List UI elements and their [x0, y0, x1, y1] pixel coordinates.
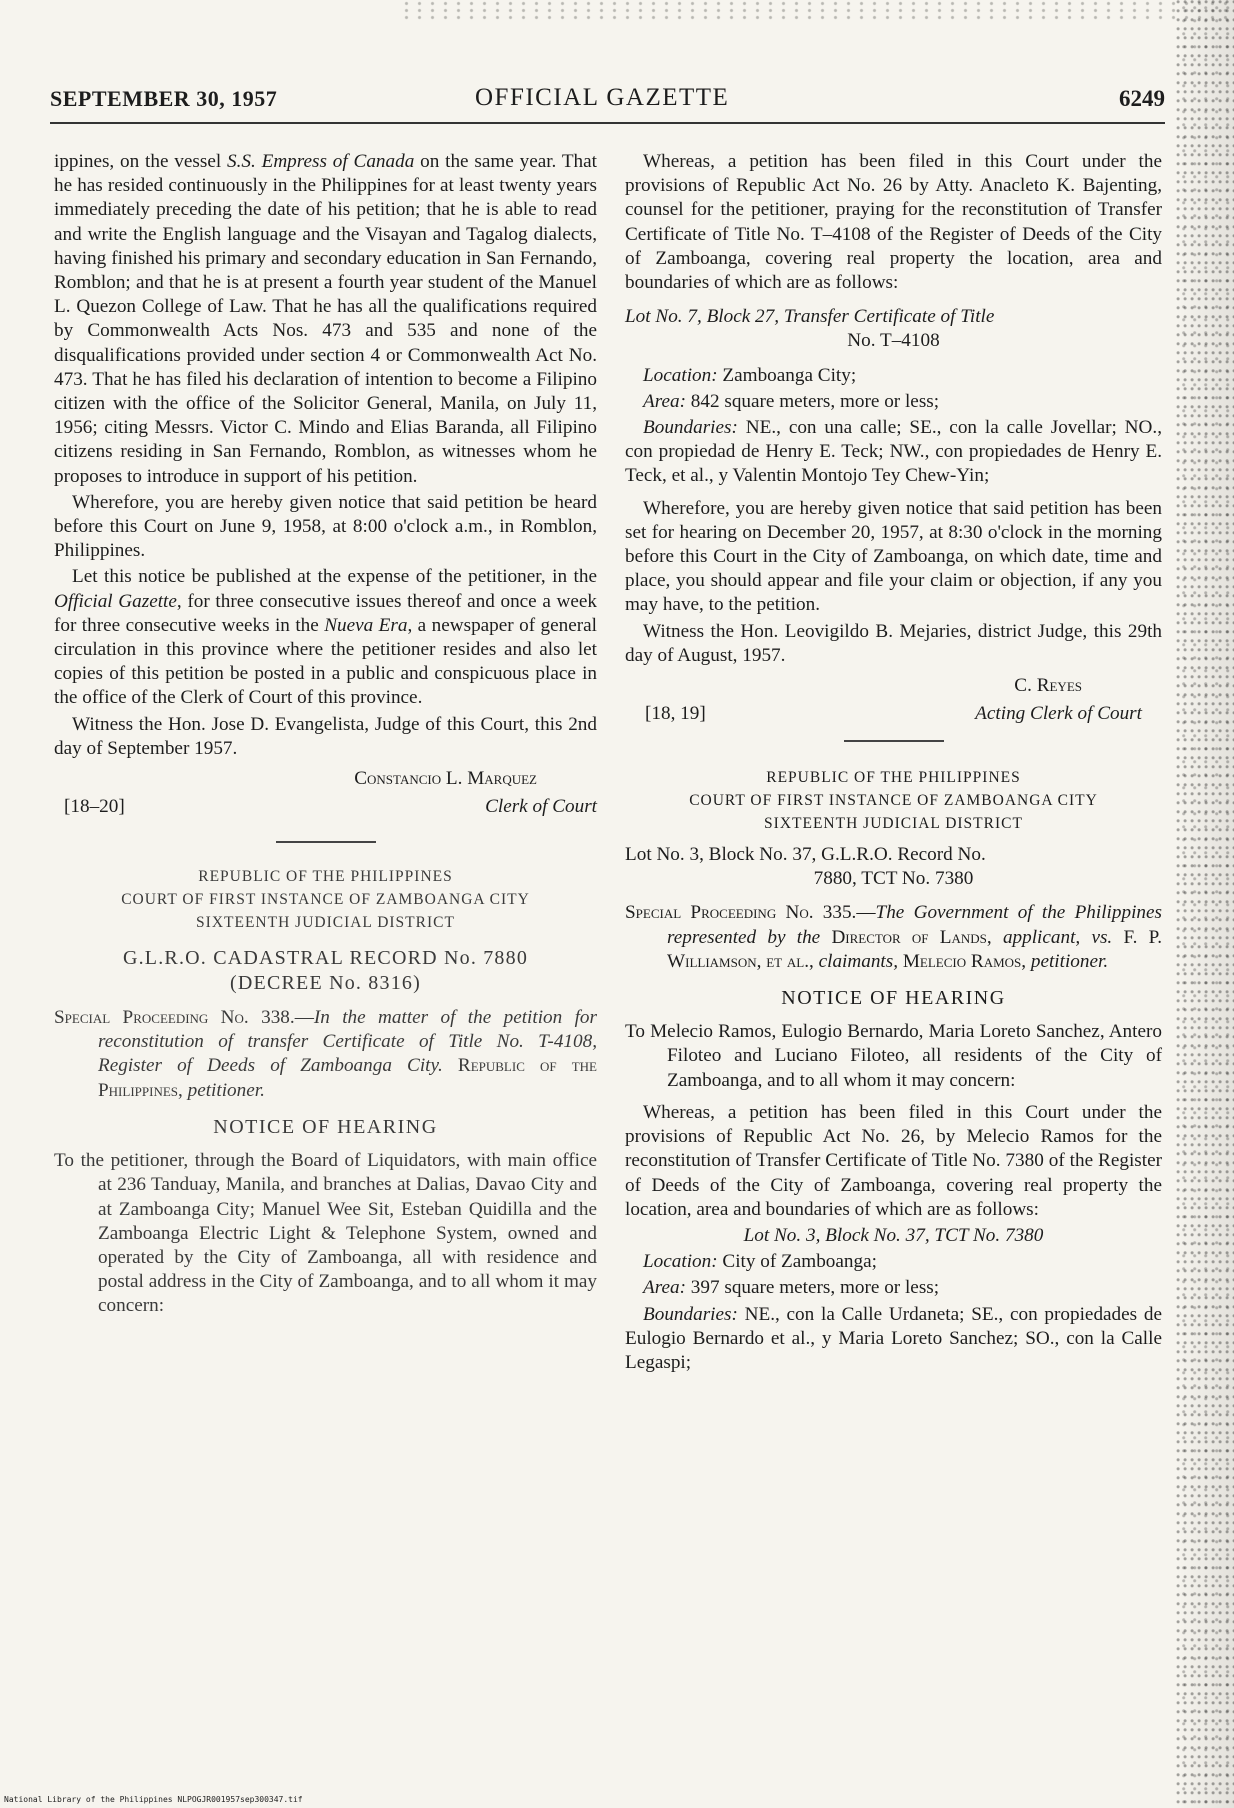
lot-record-heading [625, 843, 1162, 891]
issue-reference: [18–20] [64, 796, 125, 818]
text-run: To the petitioner, through the Board of Liquidators, with main office at 236 Tanduay, Manila, and branches at Dalias, Davao City and at Zamboanga City; Manuel Wee Sit, Esteban Quidilla and the Zamboanga Electric Light & Telephone System, owned and operated by the City of Zamboanga, all with residence and postal address in the City of Zamboanga, and to all whom it may concern: [54, 1150, 597, 1317]
text-run: 397 square meters, more or less; [685, 1277, 940, 1299]
lot-record-line1: Lot No. 3, Block No. 37, G.L.R.O. Record No. [625, 844, 986, 866]
text-run [443, 1055, 458, 1076]
text-run: Location: [643, 364, 718, 386]
header-rule [50, 122, 1165, 124]
naturalization-paragraph [54, 150, 597, 489]
text-run: , [1021, 950, 1031, 972]
lot-tct-line: Lot No. 3, Block No. 37, TCT No. 7380 [743, 1224, 1044, 1246]
text-run: , [809, 950, 819, 972]
publication-title: OFFICIAL GAZETTE [475, 84, 730, 111]
text-run: To Melecio Ramos, Eulogio Bernardo, Maria Loreto Sanchez, Antero Filoteo and Luciano Filoteo, all residents of the City of Zamboanga, and to all whom it may concern: [625, 1021, 1162, 1091]
clerk-name: Constancio L. Marquez [354, 768, 537, 790]
text-run: Boundaries: [643, 1303, 738, 1325]
lot-heading-line2: No. T–4108 [847, 330, 940, 352]
text-run [820, 927, 831, 948]
addressees-paragraph-right [625, 1020, 1162, 1093]
text-run: — [856, 902, 876, 924]
clerk-name-right: C. Reyes [1014, 675, 1082, 697]
text-run: Republic of the Philippines [98, 1055, 597, 1101]
text-run: Nueva Era [324, 614, 408, 636]
text-run: applicant, vs. [1002, 926, 1113, 948]
issue-date: SEPTEMBER 30, 1957 [50, 86, 278, 111]
court-heading-right: COURT OF FIRST INSTANCE OF ZAMBOANGA CITY [689, 792, 1098, 810]
text-run: petitioner. [187, 1079, 265, 1101]
signature-block [54, 767, 597, 823]
text-run: Witness the Hon. Jose D. Evangelista, Judge of this Court, this 2nd day of September 1957. [54, 713, 597, 759]
wherefore-paragraph-right [625, 497, 1162, 618]
text-run: Melecio Ramos [902, 950, 1022, 972]
text-run: Zamboanga City; [717, 364, 857, 386]
text-run: Boundaries: [643, 417, 738, 439]
republic-heading-right: REPUBLIC OF THE PHILIPPINES [766, 769, 1021, 787]
text-run: — [294, 1007, 314, 1029]
text-run: , for three consecutive issues thereof and once a week for three consecutive weeks in the [54, 590, 598, 636]
text-run: Wherefore, you are hereby given notice that said petition has been set for hearing on December 20, 1957, at 8:30 o'clock in the morning before this Court in the City of Zamboanga, on which date, time and place, you should appear and file your claim or objection, if any you may have, to the petition. [625, 497, 1162, 616]
witness-paragraph-right [625, 620, 1162, 668]
scan-noise [400, 0, 1234, 22]
text-run: claimants, [818, 950, 899, 972]
notice-title: NOTICE OF HEARING [213, 1115, 438, 1138]
decree-number: (DECREE No. 8316) [230, 972, 421, 995]
scan-edge-speckle [1176, 0, 1234, 1808]
text-run: ippines, on the vessel [54, 151, 227, 172]
text-run: Williamson, et al. [667, 950, 810, 972]
text-run: S.S. Empress of Canada [227, 151, 415, 172]
special-proceeding [54, 1006, 597, 1103]
lot-heading-line1: Lot No. 7, Block 27, Transfer Certificate of Title [625, 306, 995, 328]
left-column [54, 150, 597, 1321]
record-title [54, 946, 597, 996]
text-run: NE., con una calle; SE., con la calle Jovellar; NO., con propiedad de Henry E. Teck; NW., con propiedades de Henry E. Teck, et al., y Valentin Montojo Tey Chew-Yin; [625, 417, 1162, 487]
text-run: In the matter of the petition for reconstitution of transfer Certificate of Title No. T-4108, Register of Deeds of Zamboanga City. [98, 1007, 597, 1077]
text-run: Location: [643, 1251, 718, 1273]
text-run: Area: [643, 1277, 686, 1299]
text-run: Let this notice be published at the expense of the petitioner, in the [72, 566, 597, 588]
whereas-paragraph [625, 150, 1162, 295]
section-divider-right [844, 740, 944, 742]
cadastral-record: G.L.R.O. CADASTRAL RECORD No. 7880 [122, 947, 529, 970]
special-proceeding-right [625, 901, 1162, 974]
whereas-paragraph-2 [625, 1101, 1162, 1222]
notice-title-right: NOTICE OF HEARING [781, 987, 1006, 1010]
text-run: Witness the Hon. Leovigildo B. Mejaries, district Judge, this 29th day of August, 1957. [625, 620, 1162, 666]
text-run: NE., con la Calle Urdaneta; SE., con propiedades de Eulogio Bernardo et al., y Maria Loreto Sanchez; SO., con la Calle Legaspi; [625, 1303, 1162, 1373]
boundaries-line-2 [625, 1303, 1162, 1376]
text-run: , [178, 1079, 188, 1101]
district-heading: SIXTEENTH JUDICIAL DISTRICT [196, 914, 455, 932]
text-run: Director of Lands [831, 926, 987, 948]
text-run: on the same year. That he has resided continuously in the Philippines for at least twenty years immediately preceding the date of his petition; that he is able to read and write the English language and the Visayan and Tagalog dialects, having finished his primary and secondary education in San Fernando, Romblon; and that he is at present a fourth year student of the Manuel L. Quezon College of Law. That he has all the qualifications required by Commonwealth Acts Nos. 473 and 535 and none of the disqualifications provided under section 4 or Commonwealth Act No. 473. That he has filed his declaration of intention to become a Filipino citizen with the office of the Solicitor General, Manila, on July 11, 1956; citing Messrs. Victor C. Mindo and Elias Baranda, all Filipino citizens residing in San Fernando, Romblon, as witnesses whom he proposes to introduce in support of his petition. [54, 151, 597, 487]
republic-heading: REPUBLIC OF THE PHILIPPINES [198, 868, 453, 886]
area-line [625, 390, 1162, 414]
addressees-paragraph [54, 1149, 597, 1318]
text-run: Wherefore, you are hereby given notice that said petition be heard before this Court on June 9, 1958, at 8:00 o'clock a.m., in Romblon, Philippines. [54, 491, 597, 562]
section-divider [276, 841, 376, 843]
page-number: 6249 [1119, 86, 1165, 111]
lot-record-line2: 7880, TCT No. 7380 [813, 868, 974, 890]
archive-footer: National Library of the Philippines NLPOGJR001957sep300347.tif [4, 1795, 303, 1804]
text-run: Area: [643, 390, 686, 412]
page-header [50, 86, 1165, 120]
text-run: Whereas, a petition has been filed in this Court under the provisions of Republic Act No. 26, by Melecio Ramos for the reconstitution of Transfer Certificate of Title No. 7380 of the Register of Deeds of the City of Zamboanga, covering real property the location, area and boundaries of which are as follows: [625, 1101, 1162, 1220]
location-line [625, 364, 1162, 388]
wherefore-paragraph [54, 491, 597, 564]
publication-order-paragraph [54, 565, 597, 710]
text-run: 842 square meters, more or less; [685, 390, 940, 412]
text-run: , [986, 926, 1003, 948]
area-line-2 [625, 1276, 1162, 1300]
boundaries-line [625, 416, 1162, 489]
clerk-title: Clerk of Court [485, 796, 597, 818]
text-run: Special Proceeding No. 338. [54, 1007, 295, 1029]
location-line-2 [625, 1250, 1162, 1274]
court-heading: COURT OF FIRST INSTANCE OF ZAMBOANGA CITY [121, 891, 530, 909]
right-column [625, 150, 1162, 1377]
text-run: , a newspaper of general circulation in this province where the petitioner resides and also let copies of this petition be posted in a public and conspicuous place in the office of the Clerk of Court of this province. [54, 614, 597, 709]
text-run: The Government of the Philippines represented by the [667, 902, 1162, 948]
issue-reference-right: [18, 19] [645, 703, 706, 725]
text-run: F. P. [1112, 926, 1162, 948]
signature-block-right [625, 674, 1162, 730]
text-run: petitioner. [1030, 950, 1109, 972]
district-heading-right: SIXTEENTH JUDICIAL DISTRICT [764, 815, 1023, 833]
text-run: Special Proceeding No. 335. [625, 902, 857, 924]
text-run: Official Gazette [54, 590, 177, 612]
witness-paragraph [54, 713, 597, 761]
text-run: City of Zamboanga; [717, 1251, 877, 1273]
lot-heading [625, 305, 1162, 353]
clerk-title-right: Acting Clerk of Court [975, 703, 1142, 725]
text-run: Whereas, a petition has been filed in this Court under the provisions of Republic Act No. 26 by Atty. Anacleto K. Bajenting, counsel for the petitioner, praying for the reconstitution of Transfer Certificate of Title No. T–4108 of the Register of Deeds of the City of Zamboanga, covering real property the location, area and boundaries of which are as follows: [625, 151, 1162, 294]
